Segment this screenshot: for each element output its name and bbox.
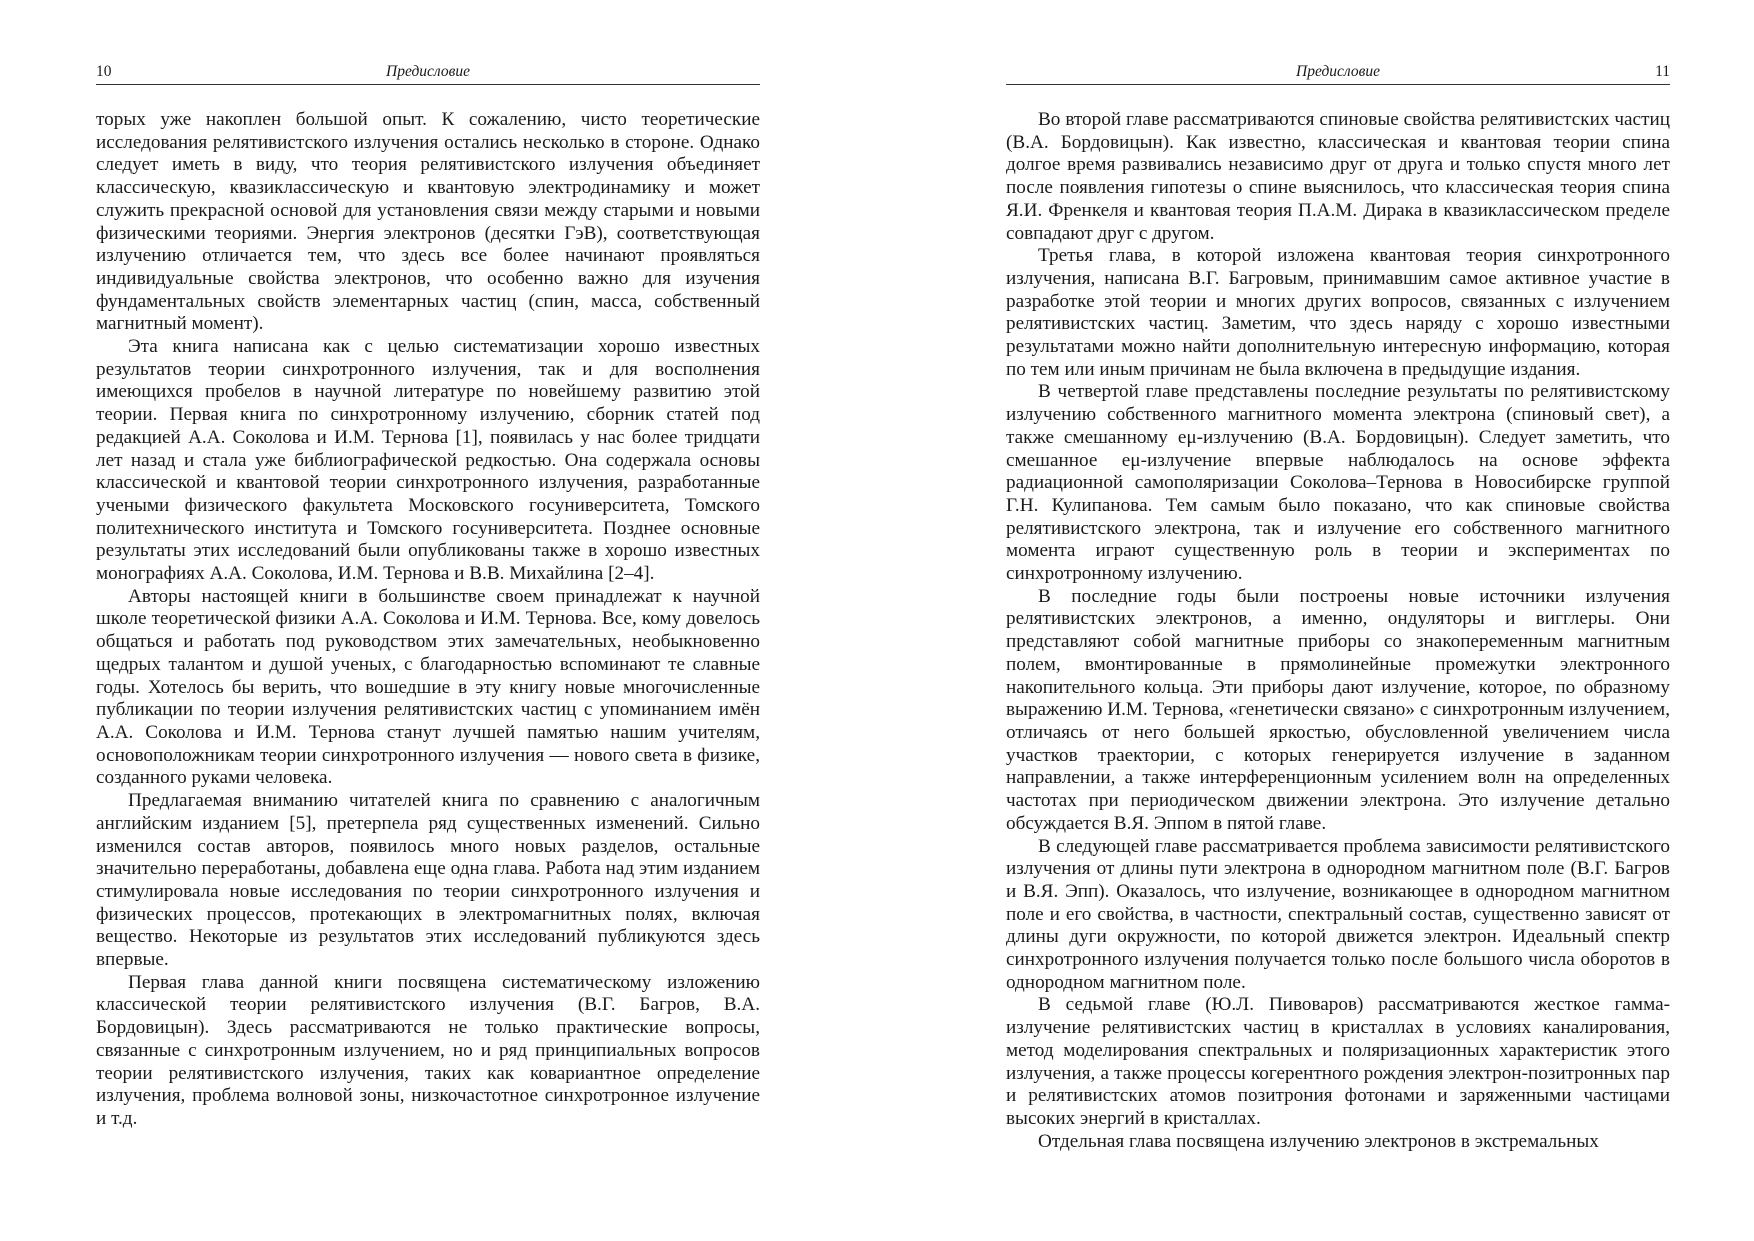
paragraph: В седьмой главе (Ю.Л. Пивоваров) рассматриваются жесткое гамма-излучение релятивистских частиц в кристаллах в условиях каналирования, метод моделирования спектральных и поляризационных характеристик этого излучения, а также процессы когерентного рождения электрон-позитронных пар и релятивистских атомов позитрония фотонами и заряженными частицами высоких энергий в кристаллах. [1006, 994, 1670, 1129]
paragraph: Предлагаемая вниманию читателей книга по сравнению с аналогичным английским изданием [5], претерпела ряд существенных изменений. Сильно изменился состав авторов, появилось много новых разделов, остальные значительно переработаны, добавлена еще одна глава. Работа над этим изданием стимулировала новые исследования по теории синхротронного излучения и физических процессов, протекающих в электромагнитных полях, включая вещество. Некоторые из результатов этих исследований публикуются здесь впервые. [96, 790, 760, 971]
right-page-number: 11 [1655, 63, 1670, 80]
left-page-body [96, 109, 760, 1131]
paragraph: Первая глава данной книги посвящена систематическому изложению классической теории релятивистского излучения (В.Г. Багров, В.А. Бордовицын). Здесь рассматриваются не только практические вопросы, связанные с синхротронным излучением, но и ряд принципиальных вопросов теории релятивистского излучения, таких как ковариантное определение излучения, проблема волновой зоны, низкочастотное синхротронное излучение и т.д. [96, 971, 760, 1129]
left-running-title: Предисловие [386, 63, 470, 80]
right-running-title: Предисловие [1296, 63, 1380, 80]
paragraph: торых уже накоплен большой опыт. К сожалению, чисто теоретические исследования релятивистского излучения остались несколько в стороне. Однако следует иметь в виду, что теория релятивистского излучения объединяет классическую, квазиклассическую и квантовую электродинамику и может служить прекрасной основой для установления связи между старыми и новыми физическими теориями. Энергия электронов (десятки ГэВ), соответствующая излучению отличается тем, что здесь все более начинают проявляться индивидуальные свойства электронов, что особенно важно для изучения фундаментальных свойств элементарных частиц (спин, масса, собственный магнитный момент). [96, 109, 760, 335]
paragraph: Авторы настоящей книги в большинстве своем принадлежат к научной школе теоретической физики А.А. Соколова и И.М. Тернова. Все, кому довелось общаться и работать под руководством этих замечательных, необыкновенно щедрых талантом и душой ученых, с благодарностью вспоминают те славные годы. Хотелось бы верить, что вошедшие в эту книгу новые многочисленные публикации по теории излучения релятивистских частиц с упоминанием имён А.А. Соколова и И.М. Тернова станут лучшей памятью нашим учителям, основоположникам теории синхротронного излучения — нового света в физике, созданного руками человека. [96, 585, 760, 789]
paragraph: Третья глава, в которой изложена квантовая теория синхротронного излучения, написана В.Г. Багровым, принимавшим самое активное участие в разработке этой теории и многих других вопросов, связанных с излучением релятивистских частиц. Заметим, что здесь наряду с хорошо известными результатами можно найти дополнительную интересную информацию, которая по тем или иным причинам не была включена в предыдущие издания. [1006, 245, 1670, 380]
left-running-head [96, 62, 760, 85]
right-page-body [1006, 109, 1670, 1153]
left-page-number: 10 [96, 63, 112, 80]
paragraph: Эта книга написана как с целью систематизации хорошо известных результатов теории синхротронного излучения, так и для восполнения имеющихся пробелов в научной литературе по новейшему развитию этой теории. Первая книга по синхротронному излучению, сборник статей под редакцией А.А. Соколова и И.М. Тернова [1], появилась у нас более тридцати лет назад и стала уже библиографической редкостью. Она содержала основы классической и квантовой теории синхротронного излучения, разработанные учеными физического факультета Московского госуниверситета, Томского политехнического института и Томского госуниверситета. Позднее основные результаты этих исследований были опубликованы также в хорошо известных монографиях А.А. Соколова, И.М. Тернова и В.В. Михайлина [2–4]. [96, 336, 760, 585]
paragraph: В последние годы были построены новые источники излучения релятивистских электронов, а именно, ондуляторы и вигглеры. Они представляют собой магнитные приборы со знакопеременным магнитным полем, вмонтированные в прямолинейные промежутки электронного накопительного кольца. Эти приборы дают излучение, которое, по образному выражению И.М. Тернова, «генетически связано» с синхротронным излучением, отличаясь от него большей яркостью, обусловленной увеличением числа участков траектории, с которых генерируется излучение в заданном направлении, а также интерференционным усилением волн на определенных частотах при периодическом движении электрона. Это излучение детально обсуждается В.Я. Эппом в пятой главе. [1006, 585, 1670, 834]
paragraph: В четвертой главе представлены последние результаты по релятивистскому излучению собственного магнитного момента электрона (спиновый свет), а также смешанному eμ-излучению (В.А. Бордовицын). Следует заметить, что смешанное eμ-излучение впервые наблюдалось на основе эффекта радиационной самополяризации Соколова–Тернова в Новосибирске группой Г.Н. Кулипанова. Тем самым было показано, что как спиновые свойства релятивистского электрона, так и излучение его собственного магнитного момента играют существенную роль в теории и экспериментах по синхротронному излучению. [1006, 381, 1670, 585]
paragraph: Во второй главе рассматриваются спиновые свойства релятивистских частиц (В.А. Бордовицын). Как известно, классическая и квантовая теории спина долгое время развивались независимо друг от друга и только спустя много лет после появления гипотезы о спине выяснилось, что классическая теория спина Я.И. Френкеля и квантовая теория П.А.М. Дирака в квазиклассическом пределе совпадают друг с другом. [1006, 109, 1670, 244]
paragraph: Отдельная глава посвящена излучению электронов в экстремальных [1038, 1130, 1599, 1152]
right-running-head [1006, 62, 1670, 85]
paragraph: В следующей главе рассматривается проблема зависимости релятивистского излучения от длины пути электрона в однородном магнитном поле (В.Г. Багров и В.Я. Эпп). Оказалось, что излучение, возникающее в однородном магнитном поле и его свойства, в частности, спектральный состав, существенно зависят от длины дуги окружности, по которой движется электрон. Идеальный спектр синхротронного излучения получается только после большого числа оборотов в однородном магнитном поле. [1006, 835, 1670, 993]
